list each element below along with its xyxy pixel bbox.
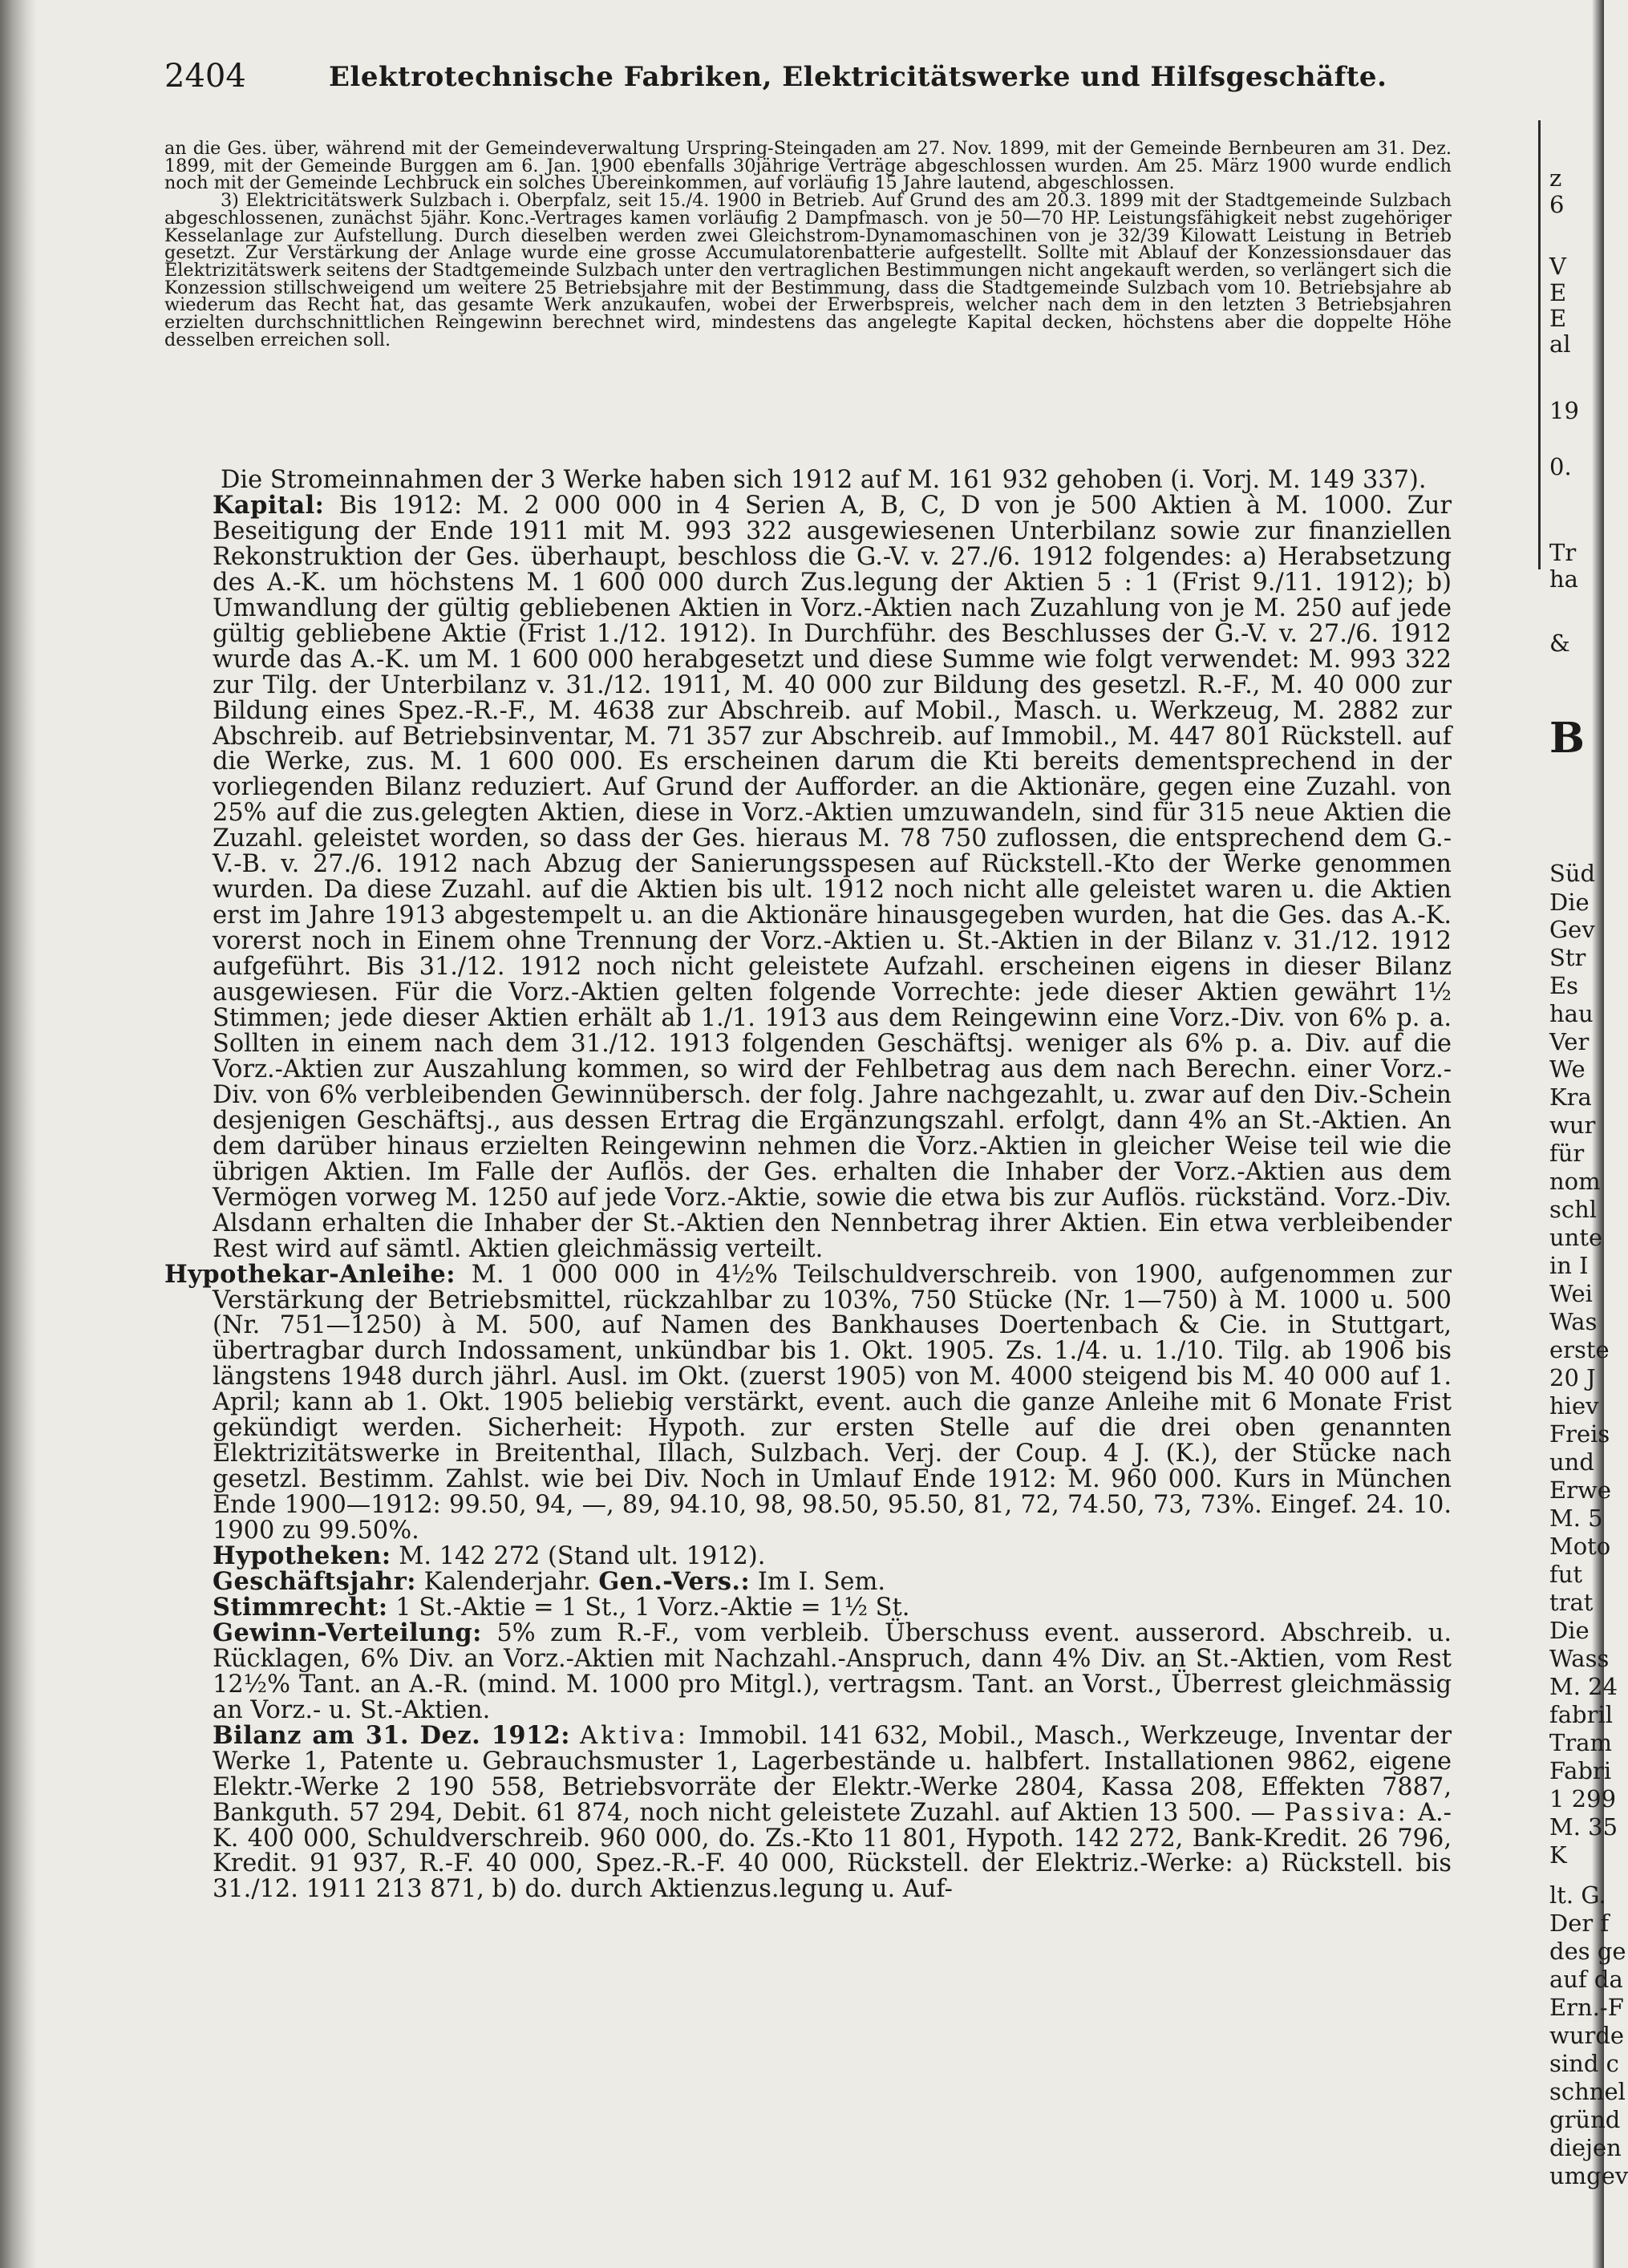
hypotheken-entry — [164, 1541, 1452, 1571]
passiva-label: Passiva: — [1284, 1798, 1409, 1827]
scan-binding-shadow — [0, 0, 37, 2268]
next-column-fragment: M. 5 — [1549, 1505, 1603, 1532]
next-column-fragment: hau — [1549, 1000, 1594, 1027]
next-column-fragment: auf da — [1549, 1966, 1623, 1993]
next-column-fragment: umgev — [1549, 2162, 1628, 2189]
small-print-section — [164, 140, 1452, 349]
next-column-fragment: wur — [1549, 1112, 1596, 1139]
next-column-fragment: Es — [1549, 972, 1579, 999]
next-column-fragment: nom — [1549, 1168, 1601, 1195]
hypothekar-anleihe-entry — [164, 1259, 1452, 1545]
next-column-fragment: z — [1549, 164, 1562, 192]
next-column-fragment: schnel — [1549, 2078, 1626, 2105]
gen-vers-text: Im I. Sem. — [757, 1567, 885, 1596]
hypothekar-anleihe-text: M. 1 000 000 in 4½% Teilschuldverschreib. von 1900, aufgenommen zur Verstärkung der Betriebsmittel, rückzahlbar zu 103%, 750 Stücke (Nr. 1—750) à M. 1000 u. 500 (Nr. 751—1250) à M. 500, auf Namen des Bankhauses Doertenbach & Cie. in Stuttgart, übertragbar durch Indossament, unkündbar bis 1. Okt. 1905. Zs. 1./4. u. 1./10. Tilg. ab 1906 bis längstens 1948 durch jährl. Ausl. im Okt. (zuerst 1905) von M. 4000 steigend bis M. 40 000 auf 1. April; kann ab 1. Okt. 1905 beliebig verstärkt, event. auch die ganze Anleihe mit 6 Monate Frist gekündigt werden. Sicherheit: Hypoth. zur ersten Stelle auf die drei oben genannten Elektrizitätswerke in Breitenthal, Illach, Sulzbach. Verj. der Coup. 4 J. (K.), der Stücke nach gesetzl. Bestimm. Zahlst. wie bei Div. Noch in Umlauf Ende 1912: M. 960 000. Kurs in München Ende 1900—1912: 99.50, 94, —, 89, 94.10, 98, 98.50, 95.50, 81, 72, 74.50, 73, 73%. Eingef. 24. 10. 1900 zu 99.50%. — [213, 1260, 1452, 1545]
next-column-fragment: Ern.-F — [1549, 1994, 1624, 2021]
next-column-fragment: Erwe — [1549, 1476, 1612, 1504]
stimmrecht-label: Stimmrecht: — [213, 1592, 388, 1622]
gen-vers-label: Gen.-Vers.: — [598, 1566, 751, 1596]
kapital-entry — [164, 490, 1452, 1263]
next-column-fragment: lt. G. — [1549, 1881, 1606, 1909]
hypotheken-text: M. 142 272 (Stand ult. 1912). — [399, 1542, 766, 1571]
next-column-fragment: & — [1549, 630, 1570, 657]
stimmrecht-text: 1 St.-Aktie = 1 St., 1 Vorz.-Aktie = 1½ St. — [395, 1593, 910, 1622]
geschaeftsjahr-text: Kalenderjahr. — [423, 1567, 591, 1596]
page-number: 2404 — [164, 58, 246, 95]
next-column-fragment: Ver — [1549, 1028, 1590, 1055]
next-column-fragment: Wass — [1549, 1645, 1610, 1672]
next-column-fragment: Süd — [1549, 860, 1596, 887]
next-column-fragment: We — [1549, 1055, 1585, 1083]
next-column-fragments — [1549, 0, 1628, 2268]
next-column-fragment: Fabri — [1549, 1757, 1612, 1784]
next-column-fragment: al — [1549, 330, 1571, 358]
next-column-fragment: erste — [1549, 1336, 1610, 1363]
next-column-fragment: ha — [1549, 565, 1578, 593]
next-column-fragment: M. 24 — [1549, 1673, 1618, 1700]
small-print-paragraph: an die Ges. über, während mit der Gemeindeverwaltung Urspring-Steingaden am 27. Nov. 1899, mit der Gemeinde Bernbeuren am 31. Dez. 1899, mit der Gemeinde Burggen am 6. Jan. 1900 ebenfalls 30jährige Verträge abgeschlossen wurden. Am 25. März 1900 wurde endlich noch mit der Gemeinde Lechbruck ein solches Übereinkommen, auf vorläufig 15 Jahre lautend, abgeschlossen. — [164, 138, 1452, 194]
bilanz-entry — [164, 1720, 1452, 1904]
hypothekar-anleihe-label: Hypothekar-Anleihe: — [164, 1259, 456, 1289]
next-column-fragment: Die — [1549, 1617, 1590, 1644]
small-print-paragraph: 3) Elektricitätswerk Sulzbach i. Oberpfalz, seit 15./4. 1900 in Betrieb. Auf Grund des am 20.3. 1899 mit der Stadtgemeinde Sulzbach abgeschlossenen, zunächst 5jähr. Konc.-Vertrages kamen vorläufig 2 Dampfmasch. von je 50—70 HP. Leistungsfähigkeit nebst zugehöriger Kesselanlage zur Aufstellung. Durch dieselben werden zwei Gleichstrom-Dynamomaschinen von je 32/39 Kilowatt Leistung in Betrieb gesetzt. Zur Verstärkung der Anlage wurde eine grosse Accumulatorenbatterie aufgestellt. Sollte mit Ablauf der Konzessionsdauer das Elektrizitätswerk seitens der Stadtgemeinde Sulzbach unter den vertraglichen Bestimmungen nicht angekauft werden, so verlängert sich die Konzession stillschweigend um weitere 25 Betriebsjahre mit der Bestimmung, dass die Stadtgemeinde Sulzbach vom 10. Betriebsjahre ab wiederum das Recht hat, das gesamte Werk anzukaufen, wobei der Erwerbspreis, welcher nach dem in den letzten 3 Betriebsjahren erzielten durchschnittlichen Reingewinn berechnet wird, mindestens das angelegte Kapital decken, höchstens aber die doppelte Höhe desselben erreichen soll. — [164, 190, 1452, 350]
next-column-fragment: Gev — [1549, 916, 1595, 943]
next-column-fragment: B — [1549, 714, 1585, 763]
strom-note: Die Stromeinnahmen der 3 Werke haben sich 1912 auf M. 161 932 gehoben (i. Vorj. M. 149 337). — [221, 466, 1427, 494]
next-column-fragment: gründ — [1549, 2106, 1621, 2133]
geschaeftsjahr-entry — [164, 1566, 1452, 1596]
next-column-fragment: K — [1549, 1841, 1567, 1869]
running-title: Elektrotechnische Fabriken, Elektricitätswerke und Hilfsgeschäfte. — [329, 61, 1387, 93]
gewinn-verteilung-label: Gewinn-Verteilung: — [213, 1618, 482, 1647]
passiva-text: A.-K. 400 000, Schuldverschreib. 960 000, do. Zs.-Kto 11 801, Hypoth. 142 272, Bank-Kredit. 26 796, Kredit. 91 937, R.-F. 40 000, Spez.-R.-F. 40 000, Rückstell. der Elektriz.-Werke: a) Rückstell. bis 31./12. 1911 213 871, b) do. durch Aktienzus.legung u. Auf- — [213, 1798, 1452, 1904]
next-column-fragment: Was — [1549, 1308, 1598, 1335]
next-column-fragment: V — [1549, 253, 1566, 280]
next-column-fragment: unte — [1549, 1224, 1603, 1251]
next-column-fragment: fabril — [1549, 1701, 1613, 1728]
aktiva-text: Immobil. 141 632, Mobil., Masch., Werkzeuge, Inventar der Werke 1, Patente u. Gebrauchsmuster 1, Lagerbestände u. halbfert. Installationen 9862, eigene Elektr.-Werke 2 190 558, Betriebsvorräte der Elektr.-Werke 2804, Kassa 208, Effekten 7887, Bankguth. 57 294, Debit. 61 874, noch nicht geleistete Zuzahl. auf Aktien 13 500. — — [213, 1721, 1452, 1827]
next-column-fragment: und — [1549, 1448, 1594, 1476]
next-column-fragment: Freis — [1549, 1420, 1610, 1448]
hypotheken-label: Hypotheken: — [213, 1541, 391, 1571]
next-column-fragment: 20 J — [1549, 1364, 1596, 1391]
next-column-fragment: des ge — [1549, 1938, 1626, 1965]
next-column-fragment: Moto — [1549, 1533, 1611, 1560]
next-column-fragment: Str — [1549, 944, 1586, 971]
kapital-label: Kapital: — [213, 490, 325, 520]
next-column-fragment: für — [1549, 1140, 1585, 1167]
next-column-fragment: diejen — [1549, 2134, 1622, 2161]
geschaeftsjahr-label: Geschäftsjahr: — [213, 1566, 416, 1596]
column-separator-rule — [1538, 120, 1541, 569]
next-column-fragment: Die — [1549, 889, 1590, 916]
next-column-fragment: 1 299 — [1549, 1785, 1617, 1812]
next-column-fragment: Kra — [1549, 1083, 1592, 1111]
next-column-fragment: in I — [1549, 1252, 1589, 1279]
next-column-fragment: Tram — [1549, 1729, 1612, 1756]
next-column-fragment: Der f — [1549, 1910, 1610, 1937]
next-column-fragment: E — [1549, 279, 1567, 306]
kapital-text: Bis 1912: M. 2 000 000 in 4 Serien A, B, C, D von je 500 Aktien à M. 1000. Zur Beseitigung der Ende 1911 mit M. 993 322 ausgewiesenen Unterbilanz sowie zur finanziellen Rekonstruktion der Ges. überhaupt, beschloss die G.-V. v. 27./6. 1912 folgendes: a) Herabsetzung des A.-K. um höchstens M. 1 600 000 durch Zus.legung der Aktien 5 : 1 (Frist 9./11. 1912); b) Umwandlung der gültig gebliebenen Aktien in Vorz.-Aktien nach Zuzahlung von je M. 250 auf jede gültig gebliebene Aktie (Frist 1./12. 1912). In Durchführ. des Beschlusses der G.-V. v. 27./6. 1912 wurde das A.-K. um M. 1 600 000 herabgesetzt und diese Summe wie folgt verwendet: M. 993 322 zur Tilg. der Unterbilanz v. 31./12. 1911, M. 40 000 zur Bildung des gesetzl. R.-F., M. 40 000 zur Bildung eines Spez.-R.-F., M. 4638 zur Abschreib. auf Mobil., Masch. u. Werkzeug, M. 2882 zur Abschreib. auf Betriebsinventar, M. 71 357 zur Abschreib. auf Immobil., M. 447 801 Rückstell. auf die Werke, zus. M. 1 600 000. Es erscheinen darum die Kti bereits dementsprechend in der vorliegenden Bilanz reduziert. Auf Grund der Aufforder. an die Aktionäre, gegen eine Zuzahl. von 25% auf die zus.gelegten Aktien, diese in Vorz.-Aktien umzuwandeln, sind für 315 neue Aktien die Zuzahl. geleistet worden, so dass der Ges. hieraus M. 78 750 zuflossen, die entsprechend dem G.-V.-B. v. 27./6. 1912 nach Abzug der Sanierungsspesen auf Rückstell.-Kto der Werke genommen wurden. Da diese Zuzahl. auf die Aktien bis ult. 1912 noch nicht alle geleistet waren u. die Aktien erst im Jahre 1913 abgestempelt u. an die Aktionäre hinausgegeben wurden, hat die Ges. das A.-K. vorerst noch in Einem ohne Trennung der Vorz.-Aktien u. St.-Aktien in der Bilanz v. 31./12. 1912 aufgeführt. Bis 31./12. 1912 noch nicht geleistete Aufzahl. erscheinen eigens in dieser Bilanz ausgewiesen. Für die Vorz.-Aktien gelten folgende Vorrechte: jede dieser Aktien gewährt 1½ Stimmen; jede dieser Aktien erhält ab 1./1. 1913 aus dem Reingewinn eine Vorz.-Div. von 6% p. a. Sollten in einem nach dem 31./12. 1913 folgenden Geschäftsj. weniger als 6% p. a. Div. auf die Vorz.-Aktien zur Auszahlung kommen, so wird der Fehlbetrag aus dem nach Berechn. einer Vorz.-Div. von 6% verbleibenden Gewinnübersch. der folg. Jahre nachgezahlt, u. zwar auf den Div.-Schein desjenigen Geschäftsj., aus dessen Ertrag die Ergänzungszahl. erfolgt, dann 4% an St.-Aktien. An dem darüber hinaus erzielten Reingewinn nehmen die Vorz.-Aktien in gleicher Weise teil wie die übrigen Aktien. Im Falle der Auflös. der Ges. erhalten die Inhaber der Vorz.-Aktien aus dem Vermögen vorweg M. 1250 auf jede Vorz.-Aktie, sowie die etwa bis zur Auflös. rückständ. Vorz.-Div. Alsdann erhalten die Inhaber der St.-Aktien den Nennbetrag ihrer Aktien. Ein etwa verbleibender Rest wird auf sämtl. Aktien gleichmässig verteilt. — [213, 491, 1452, 1263]
gewinn-verteilung-text: 5% zum R.-F., vom verbleib. Überschuss event. ausserord. Abschreib. u. Rücklagen, 6% Div. an Vorz.-Aktien mit Nachzahl.-Anspruch, dann 4% Div. an St.-Aktien, vom Rest 12½% Tant. an A.-R. (mind. M. 1000 pro Mitgl.), vertragsm. Tant. an Vorst., Überrest gleichmässig an Vorz.- u. St.-Aktien. — [213, 1618, 1452, 1724]
next-column-fragment: 6 — [1549, 191, 1565, 218]
next-column-fragment: M. 35 — [1549, 1813, 1618, 1841]
next-column-fragment: 19 — [1549, 397, 1579, 424]
main-text — [164, 468, 1452, 1902]
stimmrecht-entry — [164, 1592, 1452, 1622]
next-column-fragment: Tr — [1549, 539, 1577, 566]
next-column-fragment: 0. — [1549, 453, 1572, 480]
bilanz-label: Bilanz am 31. Dez. 1912: — [213, 1720, 571, 1750]
next-column-fragment: sind c — [1549, 2050, 1619, 2077]
next-column-fragment: hiev — [1549, 1392, 1599, 1420]
gewinn-verteilung-entry — [164, 1618, 1452, 1724]
next-column-fragment: Wei — [1549, 1280, 1593, 1307]
next-column-fragment: schl — [1549, 1196, 1598, 1223]
next-column-fragment: wurde — [1549, 2022, 1625, 2049]
aktiva-label: Aktiva: — [580, 1721, 689, 1750]
next-column-fragment: trat — [1549, 1589, 1594, 1616]
next-column-fragment: fut — [1549, 1561, 1583, 1588]
next-column-fragment: E — [1549, 305, 1567, 332]
